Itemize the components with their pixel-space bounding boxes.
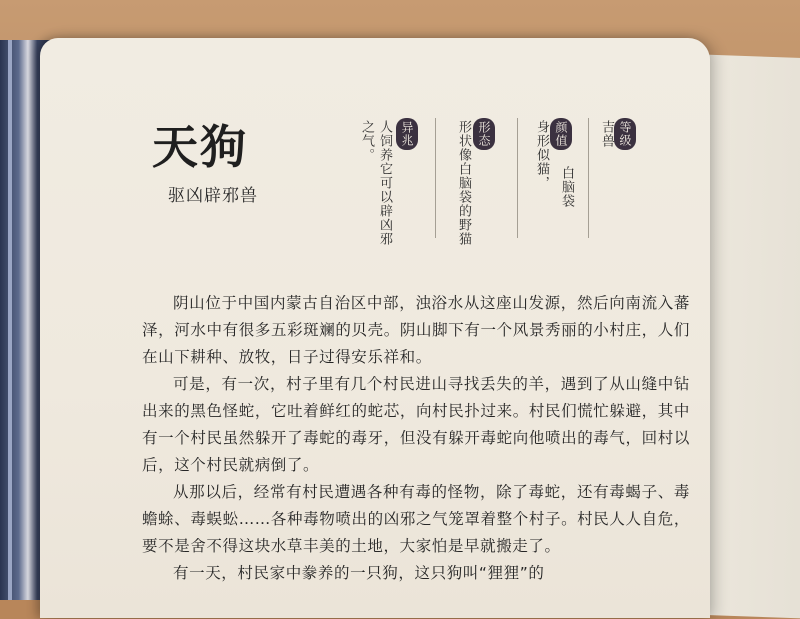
omen-value-2: 之气。 bbox=[359, 120, 374, 162]
entry-subtitle: 驱凶辟邪兽 bbox=[168, 186, 258, 206]
info-divider bbox=[435, 118, 436, 238]
grade-column bbox=[612, 118, 638, 150]
grade-label: 等级 bbox=[618, 121, 632, 147]
grade-value: 吉兽 bbox=[599, 120, 614, 148]
form-column bbox=[471, 118, 497, 150]
entry-title: 天狗 bbox=[152, 120, 248, 174]
story-body bbox=[142, 290, 690, 587]
looks-label: 颜值 bbox=[554, 121, 568, 147]
story-paragraph: 从那以后，经常有村民遭遇各种有毒的怪物，除了毒蛇，还有毒蝎子、毒蟾蜍、毒蜈蚣……各种毒物喷出的凶邪之气笼罩着整个村子。村民人人自危，要不是舍不得这块水草丰美的土地，大家怕是早就搬走了。 bbox=[142, 483, 690, 555]
omen-badge bbox=[396, 118, 418, 150]
looks-badge bbox=[550, 118, 572, 150]
form-badge bbox=[473, 118, 495, 150]
story-paragraph: 有一天，村民家中豢养的一只狗，这只狗叫“狸狸”的 bbox=[173, 564, 545, 582]
omen-column bbox=[394, 118, 420, 150]
grade-badge bbox=[614, 118, 636, 150]
form-label: 形态 bbox=[477, 121, 491, 147]
info-divider bbox=[588, 118, 589, 238]
book-spine-stripe bbox=[8, 40, 12, 600]
story-paragraph: 阴山位于中国内蒙古自治区中部，浊浴水从这座山发源，然后向南流入蕃泽，河水中有很多五彩斑斓的贝壳。阴山脚下有一个风景秀丽的小村庄，人们在山下耕种、放牧，日子过得安乐祥和。 bbox=[142, 294, 690, 366]
omen-label: 异兆 bbox=[400, 121, 414, 147]
form-value: 形状像白脑袋的野猫 bbox=[456, 120, 471, 246]
looks-value-1: 身形似猫， bbox=[534, 120, 549, 190]
looks-value-2: 白脑袋 bbox=[559, 166, 574, 208]
omen-value-1: 人饲养它可以辟凶邪 bbox=[377, 120, 392, 246]
story-paragraph: 可是，有一次，村子里有几个村民进山寻找丢失的羊，遇到了从山缝中钻出来的黑色怪蛇，它吐着鲜红的蛇芯，向村民扑过来。村民们慌忙躲避，其中有一个村民虽然躲开了毒蛇的毒牙，但没有躲开毒蛇向他喷出的毒气，回村以后，这个村民就病倒了。 bbox=[142, 375, 690, 474]
looks-column bbox=[548, 118, 574, 150]
info-divider bbox=[517, 118, 518, 238]
